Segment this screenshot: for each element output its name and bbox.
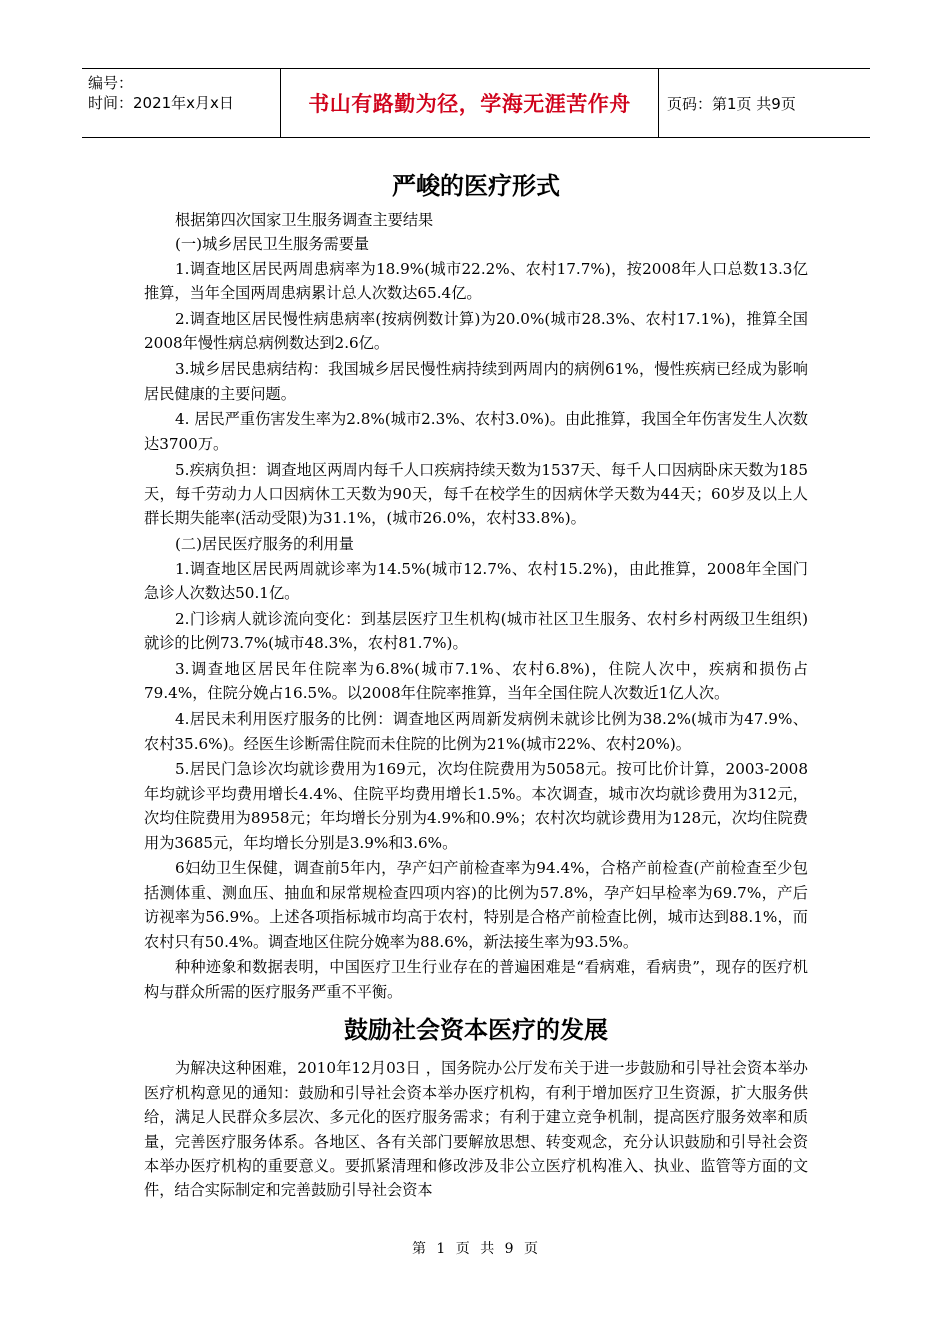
- section-title: 严峻的医疗形式: [392, 172, 560, 200]
- paragraph: 3.城乡居民患病结构：我国城乡居民慢性病持续到两周内的病例61%，慢性疾病已经成为影响居民健康的主要问题。: [144, 360, 808, 403]
- paragraph: (二)居民医疗服务的利用量: [175, 535, 354, 554]
- paragraph: 4. 居民严重伤害发生率为2.8%(城市2.3%、农村3.0%)。由此推算，我国全年伤害发生人次数达3700万。: [144, 410, 808, 453]
- page-footer: 第 1 页 共 9 页: [411, 1241, 539, 1257]
- paragraph: 种种迹象和数据表明，中国医疗卫生行业存在的普遍困难是“看病难，看病贵”，现存的医疗机构与群众所需的医疗服务严重不平衡。: [144, 958, 808, 1001]
- section-title: 鼓励社会资本医疗的发展: [344, 1016, 608, 1045]
- paragraph: 2.调查地区居民慢性病患病率(按病例数计算)为20.0%(城市28.3%、农村17.1%)，推算全国2008年慢性病总病例数达到2.6亿。: [144, 310, 808, 353]
- page-header: [82, 68, 870, 138]
- paragraph: 2.门诊病人就诊流向变化：到基层医疗卫生机构(城市社区卫生服务、农村乡村两级卫生组织)就诊的比例73.7%(城市48.3%，农村81.7%)。: [144, 609, 808, 653]
- header-time-label: 时间：2021年x月x日: [88, 94, 234, 112]
- paragraph: (一)城乡居民卫生服务需要量: [175, 235, 370, 254]
- paragraph: 4.居民未利用医疗服务的比例：调查地区两周新发病例未就诊比例为38.2%(城市为47.9%、农村35.6%)。经医生诊断需住院而未住院的比例为21%(城市22%、农村20%)。: [144, 710, 808, 753]
- document-body: [144, 162, 808, 1203]
- paragraph: 为解决这种困难，2010年12月03日 ，国务院办公厅发布关于进一步鼓励和引导社会资本举办医疗机构意见的通知：鼓励和引导社会资本举办医疗机构，有利于增加医疗卫生资源，扩大服务供给，满足人民群众多层次、多元化的医疗服务需求；有利于建立竞争机制，提高医疗服务效率和质量，完善医疗服务体系。各地区、各有关部门要解放思想、转变观念，充分认识鼓励和引导社会资本举办医疗机构的重要意义。要抓紧清理和修改涉及非公立医疗机构准入、执业、监管等方面的文件，结合实际制定和完善鼓励引导社会资本: [144, 1059, 808, 1200]
- paragraph: 5.疾病负担：调查地区两周内每千人口疾病持续天数为1537天、每千人口因病卧床天数为185天，每千劳动力人口因病休工天数为90天，每千在校学生的因病休学天数为44天；60岁及以上人群长期失能率(活动受限)为31.1%，(城市26.0%，农村33.8%)。: [144, 460, 808, 528]
- header-meta: [82, 69, 281, 137]
- header-page-label: 页码：第1页 共9页: [667, 94, 796, 113]
- paragraph: 根据第四次国家卫生服务调查主要结果: [175, 211, 434, 229]
- header-motto: 书山有路勤为径，学海无涯苦作舟: [281, 69, 659, 137]
- paragraph: 5.居民门急诊次均就诊费用为169元，次均住院费用为5058元。按可比价计算，2003-2008年均就诊平均费用增长4.4%、住院平均费用增长1.5%。本次调查，城市次均就诊费用为312元，次均住院费用为8958元；年均增长分别为4.9%和0.9%；农村次均就诊费用为128元，次均住院费用为3685元，年均增长分别是3.9%和3.6%。: [144, 760, 808, 852]
- paragraph: 3.调查地区居民年住院率为6.8%(城市7.1%、农村6.8%)，住院人次中，疾病和损伤占79.4%，住院分娩占16.5%。以2008年住院率推算，当年全国住院人次数近1亿人次。: [144, 660, 808, 703]
- paragraph: 6妇幼卫生保健，调查前5年内，孕产妇产前检查率为94.4%，合格产前检查(产前检查至少包括测体重、测血压、抽血和尿常规检查四项内容)的比例为57.8%，孕产妇早检率为69.7%，产后访视率为56.9%。上述各项指标城市均高于农村，特别是合格产前检查比例，城市达到88.1%，而农村只有50.4%。调查地区住院分娩率为88.6%，新法接生率为93.5%。: [144, 859, 808, 951]
- paragraph: 1.调查地区居民两周就诊率为14.5%(城市12.7%、农村15.2%)，由此推算，2008年全国门急诊人次数达50.1亿。: [144, 559, 808, 603]
- paragraph: 1.调查地区居民两周患病率为18.9%(城市22.2%、农村17.7%)，按2008年人口总数13.3亿推算，当年全国两周患病累计总人次数达65.4亿。: [144, 259, 808, 303]
- header-number-label: 编号：: [88, 74, 134, 92]
